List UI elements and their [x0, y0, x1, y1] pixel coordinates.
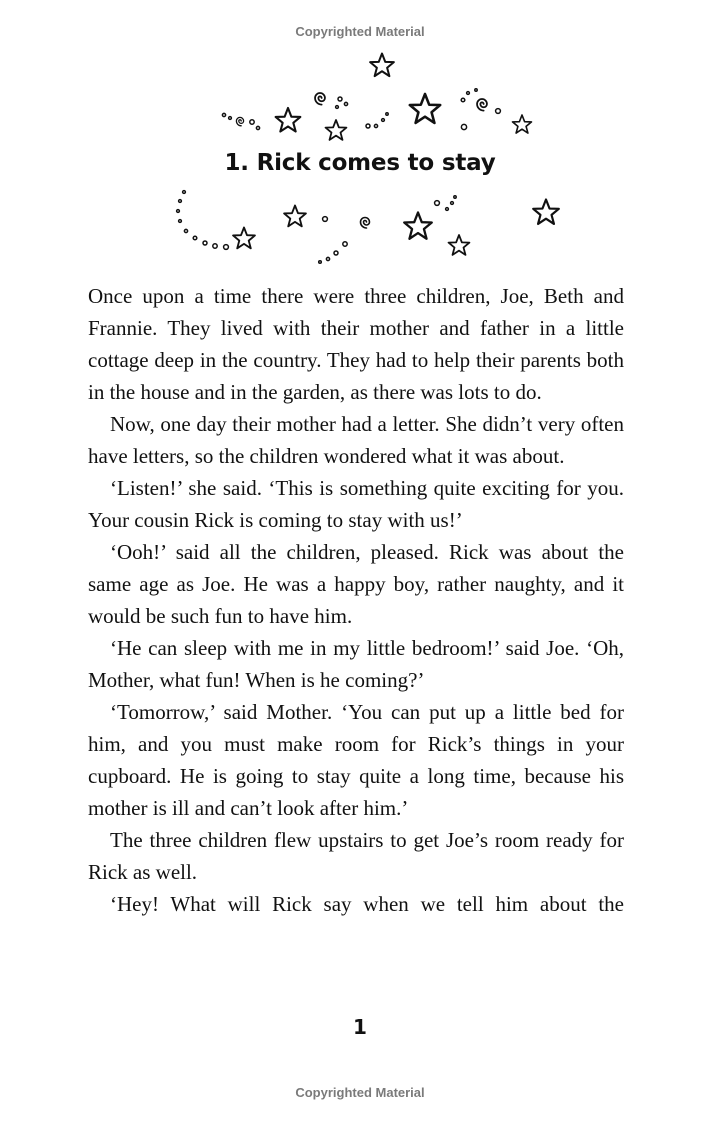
chapter-heading-decoration	[0, 0, 720, 280]
paragraph: ‘Tomorrow,’ said Mother. ‘You can put up a little bed for him, and you must make room for Rick’s things in your cupboard. He is going to stay quite a long time, because his mother is ill and can’t look after him.’	[88, 700, 624, 820]
swirl-icon	[361, 218, 370, 229]
paragraph: ‘Listen!’ she said. ‘This is something quite exciting for you. Your cousin Rick is coming to stay with us!’	[88, 476, 624, 532]
paragraph: Once upon a time there were three children, Joe, Beth and Frannie. They lived with their mother and father in a little cottage deep in the country. They had to help their parents both in the house and in the garden, as there was lots to do.	[88, 284, 624, 404]
star-icon	[233, 228, 255, 249]
page-number: 1	[353, 1015, 367, 1039]
paragraph: The three children flew upstairs to get Joe’s room ready for Rick as well.	[88, 828, 624, 884]
star-icon	[284, 206, 306, 227]
star-icon	[370, 54, 394, 77]
star-icon	[276, 108, 301, 132]
swirl-icon	[315, 93, 325, 105]
paragraph: ‘Hey! What will Rick say when we tell him about the	[110, 892, 624, 916]
swirl-icon	[236, 117, 243, 125]
copyright-watermark-bottom: Copyrighted Material	[295, 1085, 425, 1100]
dot-icon	[177, 89, 501, 264]
paragraph: Now, one day their mother had a letter. She didn’t very often have letters, so the children wondered what it was about.	[88, 412, 624, 468]
star-icon	[404, 213, 432, 239]
chapter-body	[88, 280, 624, 920]
copyright-watermark-top: Copyrighted Material	[295, 24, 425, 39]
star-icon	[410, 94, 440, 123]
star-icon	[513, 115, 532, 133]
star-icon	[533, 200, 559, 224]
swirl-icon	[477, 99, 487, 111]
chapter-title: 1. Rick comes to stay	[224, 150, 496, 176]
paragraph: ‘He can sleep with me in my little bedroom!’ said Joe. ‘Oh, Mother, what fun! When is he coming?’	[88, 636, 624, 692]
star-icon	[326, 120, 347, 140]
star-icon	[449, 235, 470, 255]
paragraph: ‘Ooh!’ said all the children, pleased. Rick was about the same age as Joe. He was a happy boy, rather naughty, and it would be such fun to have him.	[88, 540, 624, 628]
